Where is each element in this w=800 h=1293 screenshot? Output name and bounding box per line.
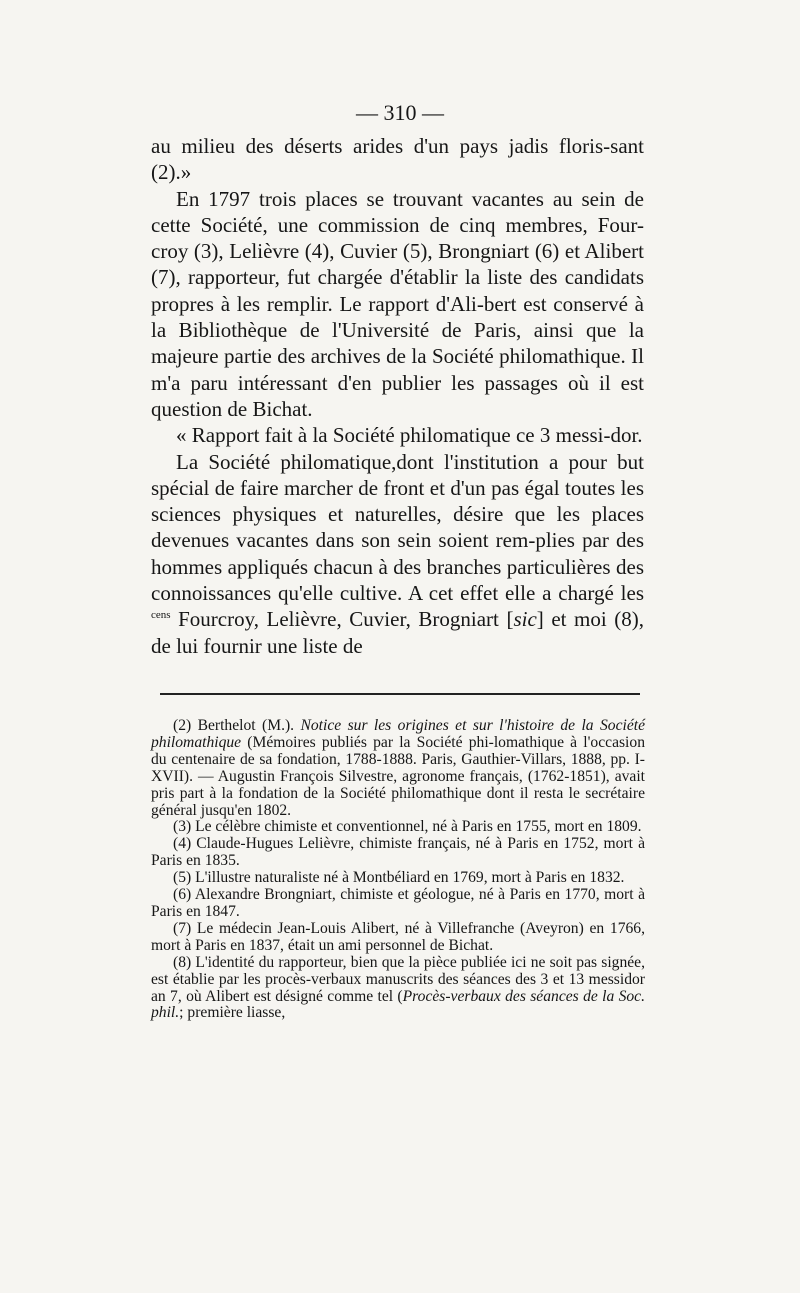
paragraph-4-text: La Société philomatique,dont l'institution a pour but spécial de faire marcher de front et d'un pas égal toutes les sciences physiques et naturelles, désire que les places devenues vacantes dans son sein soient rem-plies par des hommes appliqués chacun à des branches particulières des connoissances qu'elle cultive. A cet effet elle a chargé les: [151, 449, 644, 606]
footnote-5: (5) L'illustre naturaliste né à Montbéliard en 1769, mort à Paris en 1832.: [173, 869, 625, 887]
paragraph-3: « Rapport fait à la Société philomatique ce 3 messi-dor.: [176, 423, 643, 448]
footnote-8-text: (8) L'identité du rapporteur, bien que la pièce publiée ici ne soit pas signée, est établie par les procès-verbaux manuscrits des séances des 3 et 13 messidor an 7, où Alibert est désigné comme tel (: [151, 953, 645, 1005]
citizens-abbrev: cens: [151, 609, 171, 622]
footnotes: [151, 718, 645, 1022]
sic-mark: sic: [513, 607, 537, 632]
footnote-8-tail: ; première liasse,: [179, 1004, 286, 1022]
paragraph-4-tail-a: Fourcroy, Lelièvre, Cuvier, Brogniart [: [170, 607, 514, 632]
paragraph-4-tail-b: ] et moi (8), de lui fournir une liste de: [151, 607, 644, 658]
paragraph-1: au milieu des déserts arides d'un pays jadis floris-sant (2).»: [151, 134, 644, 185]
footnote-6: (6) Alexandre Brongniart, chimiste et géologue, né à Paris en 1770, mort à Paris en 1847.: [151, 886, 645, 920]
footnote-7: (7) Le médecin Jean-Louis Alibert, né à Villefranche (Aveyron) en 1766, mort à Paris en 1837, était un ami personnel de Bichat.: [151, 919, 645, 954]
paragraph-4: [151, 449, 644, 659]
main-text: [151, 133, 644, 659]
footnote-8: [151, 955, 645, 1023]
footnote-3: (3) Le célèbre chimiste et conventionnel, né à Paris en 1755, mort en 1809.: [173, 818, 642, 836]
page-number: — 310 —: [356, 100, 444, 125]
footnote-8-title: Procès-verbaux des séances de la Soc. phil.: [151, 987, 645, 1022]
footnote-2-author: (2) Berthelot (M.).: [173, 717, 301, 734]
footnote-2: [151, 718, 645, 819]
footnote-separator: [160, 693, 640, 695]
footnote-2-text: (Mémoires publiés par la Société phi-lomathique à l'occasion du centenaire de sa fondation, 1788-1888. Paris, Gauthier-Villars, 1888, pp. I-XVII). — Augustin François Silvestre, agronome français, (1762-1851), avait pris part à la fondation de la Société philomathique dont il resta le secrétaire général jusqu'en 1802.: [151, 733, 645, 819]
footnote-4: (4) Claude-Hugues Lelièvre, chimiste français, né à Paris en 1752, mort à Paris en 1835.: [151, 835, 645, 870]
paragraph-2: En 1797 trois places se trouvant vacantes au sein de cette Société, une commission de cinq membres, Four-croy (3), Lelièvre (4), Cuvier (5), Brongniart (6) et Alibert (7), rapporteur, fut chargée d'établir la liste des candidats propres à les remplir. Le rapport d'Ali-bert est conservé à la Bibliothèque de l'Université de Paris, ainsi que la majeure partie des archives de la Société philomathique. Il m'a paru intéressant d'en publier les passages où il est question de Bichat.: [151, 186, 644, 421]
footnote-2-title: Notice sur les origines et sur l'histoire de la Société philomathique: [151, 717, 645, 751]
